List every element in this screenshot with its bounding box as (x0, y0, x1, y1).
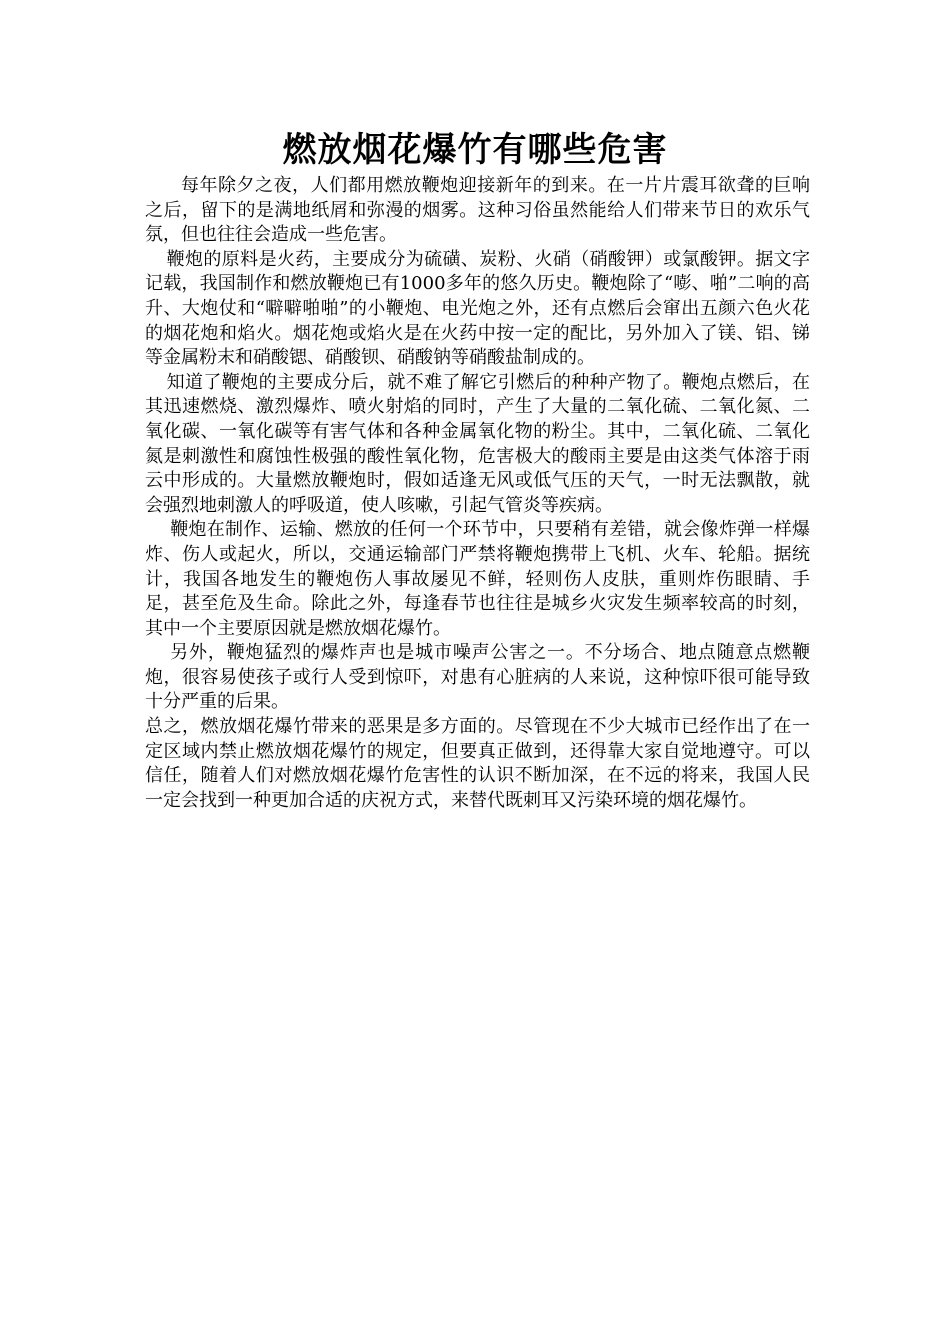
paragraph-combustion-products: 知道了鞭炮的主要成分后，就不难了解它引燃后的种种产物了。鞭炮点燃后，在其迅速燃烧、激烈爆炸、喷火射焰的同时，产生了大量的二氧化硫、二氧化氮、二氧化碳、一氧化碳等有害气体和各种金属氧化物的粉尘。其中，二氧化硫、二氧化氮是刺激性和腐蚀性极强的酸性氧化物，危害极大的酸雨主要是由这类气体溶于雨云中形成的。大量燃放鞭炮时，假如适逢无风或低气压的天气，一时无法飘散，就会强烈地刺激人的呼吸道，使人咳嗽，引起气管炎等疾病。 (145, 371, 810, 516)
paragraph-intro: 每年除夕之夜，人们都用燃放鞭炮迎接新年的到来。在一片片震耳欲聋的巨响之后，留下的是满地纸屑和弥漫的烟雾。这种习俗虽然能给人们带来节日的欢乐气氛，但也往往会造成一些危害。 (145, 175, 810, 246)
document-body (145, 174, 810, 813)
document-title: 燃放烟花爆竹有哪些危害 (282, 130, 668, 170)
paragraph-ingredients: 鞭炮的原料是火药，主要成分为硫磺、炭粉、火硝（硝酸钾）或氯酸钾。据文字记载，我国制作和燃放鞭炮已有1000多年的悠久历史。鞭炮除了“嘭、啪”二响的高升、大炮仗和“噼噼啪啪”的小鞭炮、电光炮之外，还有点燃后会窜出五颜六色火花的烟花炮和焰火。烟花炮或焰火是在火药中按一定的配比，另外加入了镁、铝、锑等金属粉末和硝酸锶、硝酸钡、硝酸钠等硝酸盐制成的。 (145, 248, 810, 369)
paragraph-conclusion: 总之，燃放烟花爆竹带来的恶果是多方面的。尽管现在不少大城市已经作出了在一定区域内禁止燃放烟花爆竹的规定，但要真正做到，还得靠大家自觉地遵守。可以信任，随着人们对燃放烟花爆竹危害性的认识不断加深，在不远的将来，我国人民一定会找到一种更加合适的庆祝方式，来替代既刺耳又污染环境的烟花爆竹。 (145, 716, 810, 811)
paragraph-noise: 另外，鞭炮猛烈的爆炸声也是城市噪声公害之一。不分场合、地点随意点燃鞭炮，很容易使孩子或行人受到惊吓，对患有心脏病的人来说，这种惊吓很可能导致十分严重的后果。 (145, 642, 810, 713)
paragraph-accident-risks: 鞭炮在制作、运输、燃放的任何一个环节中，只要稍有差错，就会像炸弹一样爆炸、伤人或起火，所以，交通运输部门严禁将鞭炮携带上飞机、火车、轮船。据统计，我国各地发生的鞭炮伤人事故屡见不鲜，轻则伤人皮肤，重则炸伤眼睛、手足，甚至危及生命。除此之外，每逢春节也往往是城乡火灾发生频率较高的时刻，其中一个主要原因就是燃放烟花爆竹。 (145, 519, 810, 639)
